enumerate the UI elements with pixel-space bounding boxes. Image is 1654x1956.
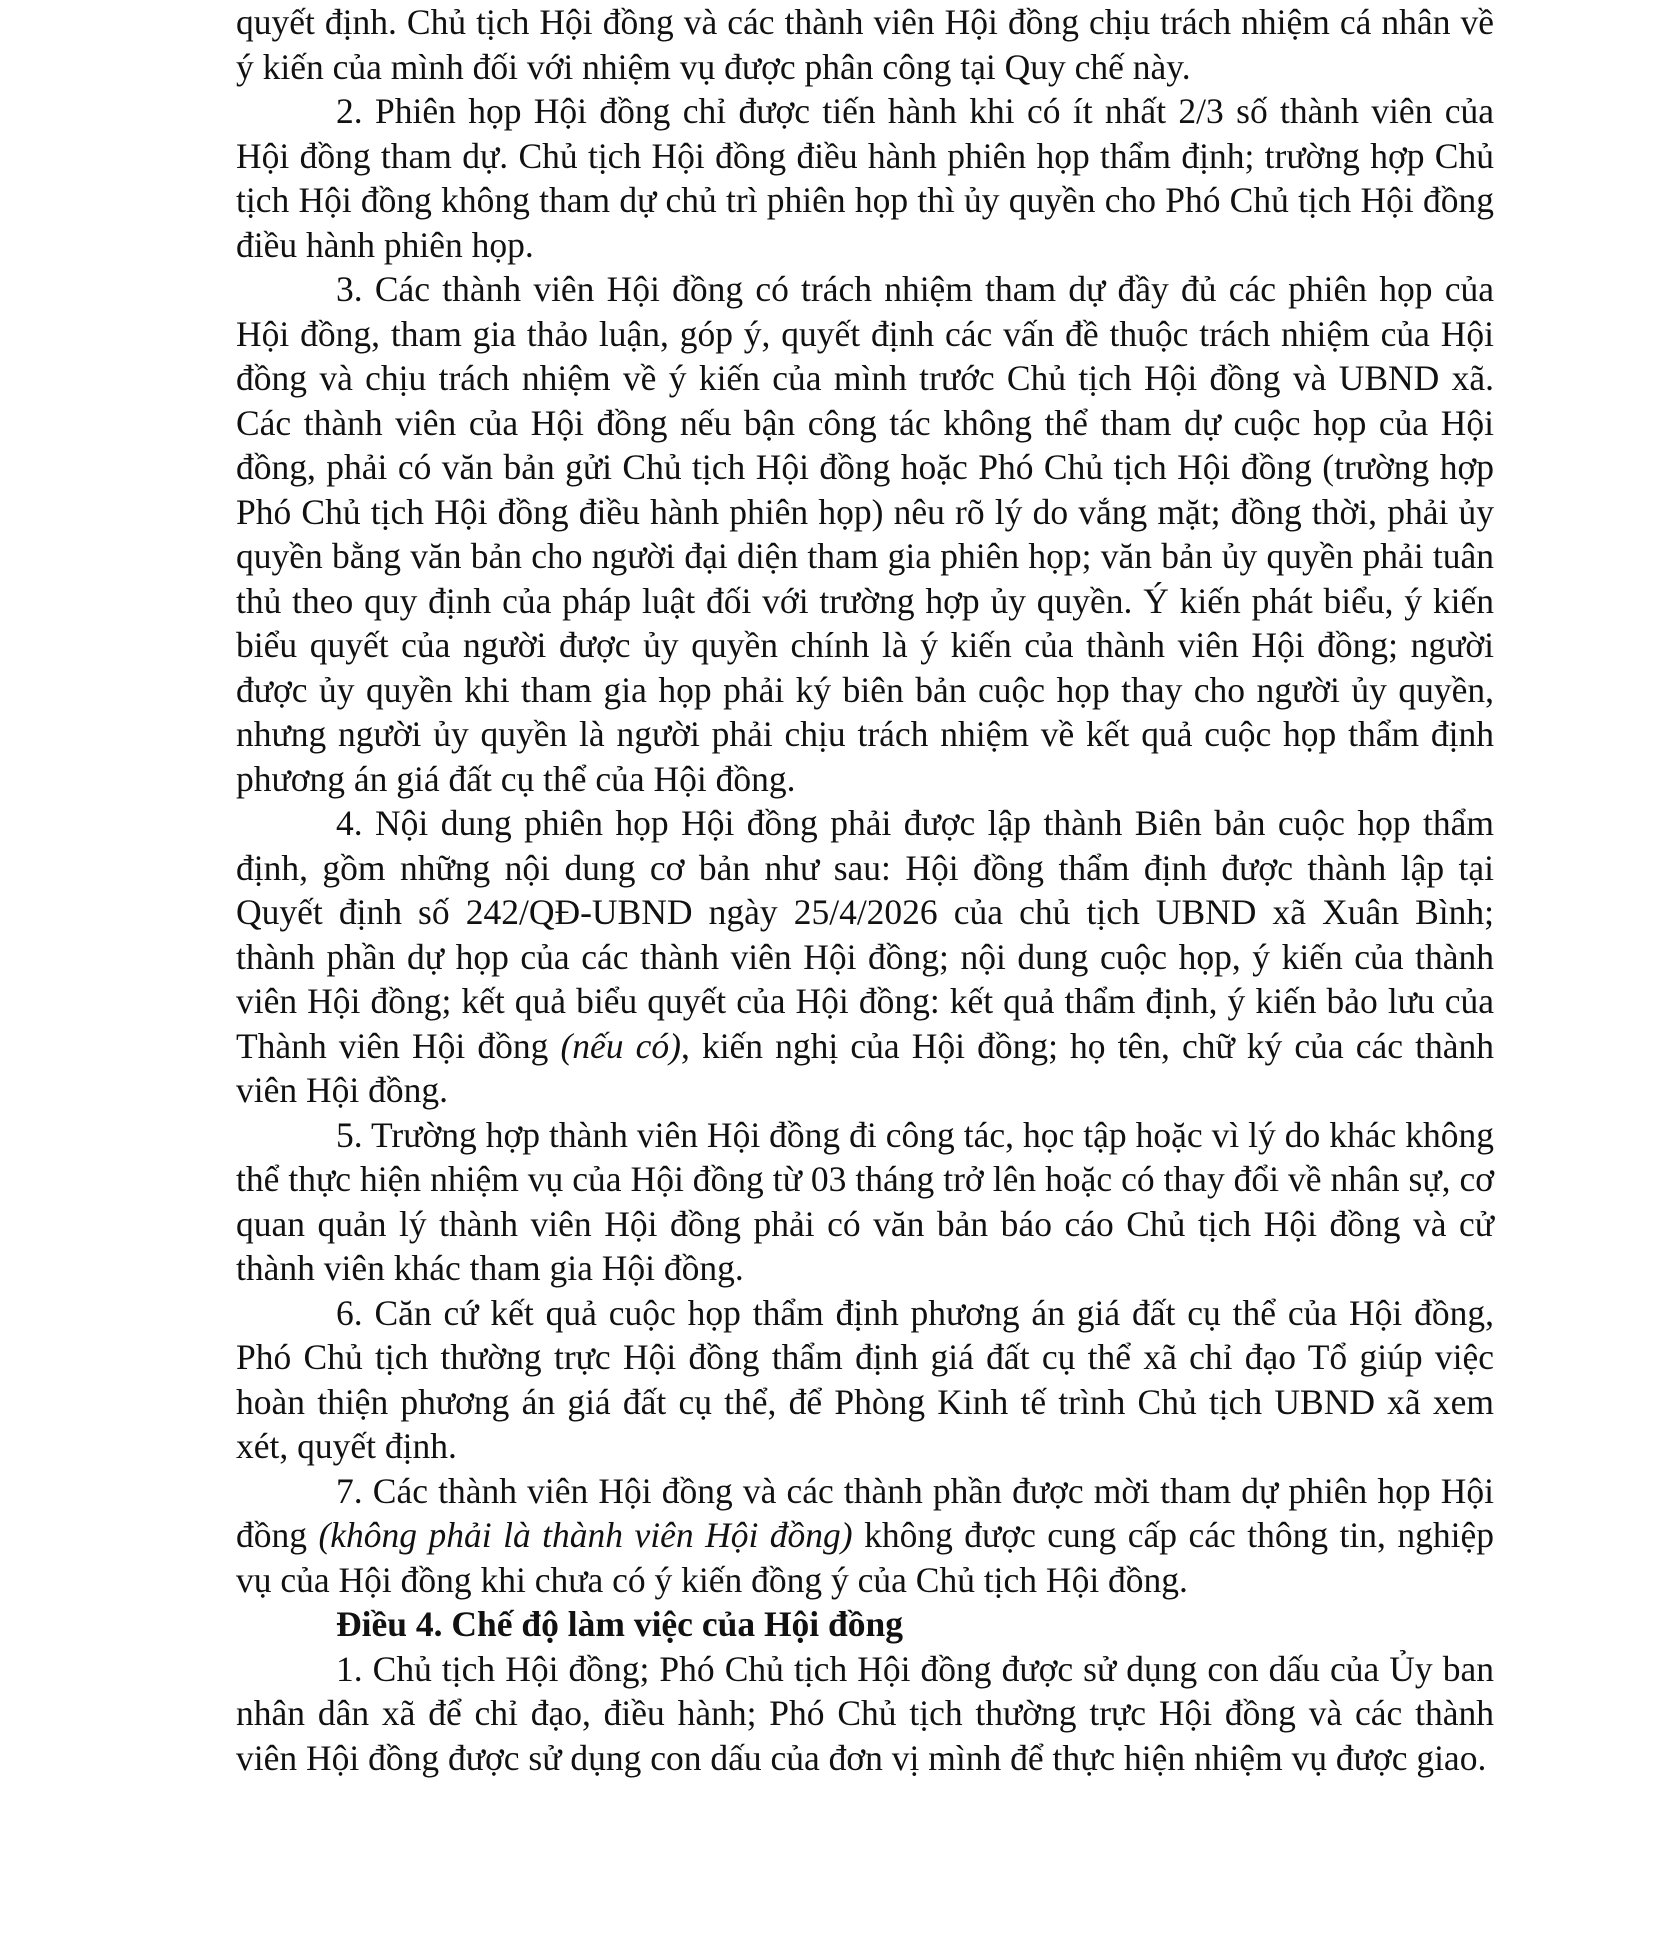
paragraph-4-text-b: , kiến nghị của Hội đồng; họ tên, chữ ký của các thành viên Hội đồng. bbox=[236, 1025, 1494, 1110]
paragraph-3: 3. Các thành viên Hội đồng có trách nhiệm tham dự đầy đủ các phiên họp của Hội đồng, tham gia thảo luận, góp ý, quyết định các vấn đề thuộc trách nhiệm của Hội đồng và chịu trách nhiệm về ý kiến của mình trước Chủ tịch Hội đồng và UBND xã. Các thành viên của Hội đồng nếu bận công tác không thể tham dự cuộc họp của Hội đồng, phải có văn bản gửi Chủ tịch Hội đồng hoặc Phó Chủ tịch Hội đồng (trường hợp Phó Chủ tịch Hội đồng điều hành phiên họp) nêu rõ lý do vắng mặt; đồng thời, phải ủy quyền bằng văn bản cho người đại diện tham gia phiên họp; văn bản ủy quyền phải tuân thủ theo quy định của pháp luật đối với trường hợp ủy quyền. Ý kiến phát biểu, ý kiến biểu quyết của người được ủy quyền chính là ý kiến của thành viên Hội đồng; người được ủy quyền khi tham gia họp phải ký biên bản cuộc họp thay cho người ủy quyền, nhưng người ủy quyền là người phải chịu trách nhiệm về kết quả cuộc họp thẩm định phương án giá đất cụ thể của Hội đồng. bbox=[236, 269, 1494, 799]
paragraph-7-text-b: không được cung cấp các thông tin, nghiệp vụ của Hội đồng khi chưa có ý kiến đồng ý của Chủ tịch Hội đồng. bbox=[236, 1515, 1494, 1600]
paragraph-5: 5. Trường hợp thành viên Hội đồng đi công tác, học tập hoặc vì lý do khác không thể thực hiện nhiệm vụ của Hội đồng từ 03 tháng trở lên hoặc có thay đổi về nhân sự, cơ quan quản lý thành viên Hội đồng phải có văn bản báo cáo Chủ tịch Hội đồng và cử thành viên khác tham gia Hội đồng. bbox=[236, 1114, 1494, 1288]
paragraph-2: 2. Phiên họp Hội đồng chỉ được tiến hành khi có ít nhất 2/3 số thành viên của Hội đồng tham dự. Chủ tịch Hội đồng điều hành phiên họp thẩm định; trường hợp Chủ tịch Hội đồng không tham dự chủ trì phiên họp thì ủy quyền cho Phó Chủ tịch Hội đồng điều hành phiên họp. bbox=[236, 91, 1494, 265]
article-4-paragraph-1: 1. Chủ tịch Hội đồng; Phó Chủ tịch Hội đồng được sử dụng con dấu của Ủy ban nhân dân xã để chỉ đạo, điều hành; Phó Chủ tịch thường trực Hội đồng và các thành viên Hội đồng được sử dụng con dấu của đơn vị mình để thực hiện nhiệm vụ được giao. bbox=[236, 1648, 1494, 1778]
paragraph-7 bbox=[236, 1469, 1494, 1603]
paragraph-4-text-a: 4. Nội dung phiên họp Hội đồng phải được lập thành Biên bản cuộc họp thẩm định, gồm những nội dung cơ bản như sau: Hội đồng thẩm định được thành lập tại Quyết định số 242/QĐ-UBND ngày 25/4/2026 của chủ tịch UBND xã Xuân Bình; thành phần dự họp của các thành viên Hội đồng; nội dung cuộc họp, ý kiến của thành viên Hội đồng; kết quả biểu quyết của Hội đồng: kết quả thẩm định, ý kiến bảo lưu của Thành viên Hội đồng bbox=[236, 803, 1494, 1066]
paragraph-continuation: quyết định. Chủ tịch Hội đồng và các thành viên Hội đồng chịu trách nhiệm cá nhân về ý kiến của mình đối với nhiệm vụ được phân công tại Quy chế này. bbox=[236, 2, 1494, 87]
paragraph-7-italic-note: (không phải là thành viên Hội đồng) bbox=[318, 1515, 853, 1555]
document-page bbox=[236, 0, 1494, 1780]
paragraph-7-text-a: 7. Các thành viên Hội đồng và các thành phần được mời tham dự phiên họp Hội đồng bbox=[236, 1470, 1494, 1555]
paragraph-4 bbox=[236, 801, 1494, 1113]
paragraph-6: 6. Căn cứ kết quả cuộc họp thẩm định phương án giá đất cụ thể của Hội đồng, Phó Chủ tịch thường trực Hội đồng thẩm định giá đất cụ thể xã chỉ đạo Tổ giúp việc hoàn thiện phương án giá đất cụ thể, để Phòng Kinh tế trình Chủ tịch UBND xã xem xét, quyết định. bbox=[236, 1292, 1494, 1466]
paragraph-4-italic-note: (nếu có) bbox=[560, 1025, 681, 1066]
article-4-heading: Điều 4. Chế độ làm việc của Hội đồng bbox=[336, 1604, 904, 1644]
